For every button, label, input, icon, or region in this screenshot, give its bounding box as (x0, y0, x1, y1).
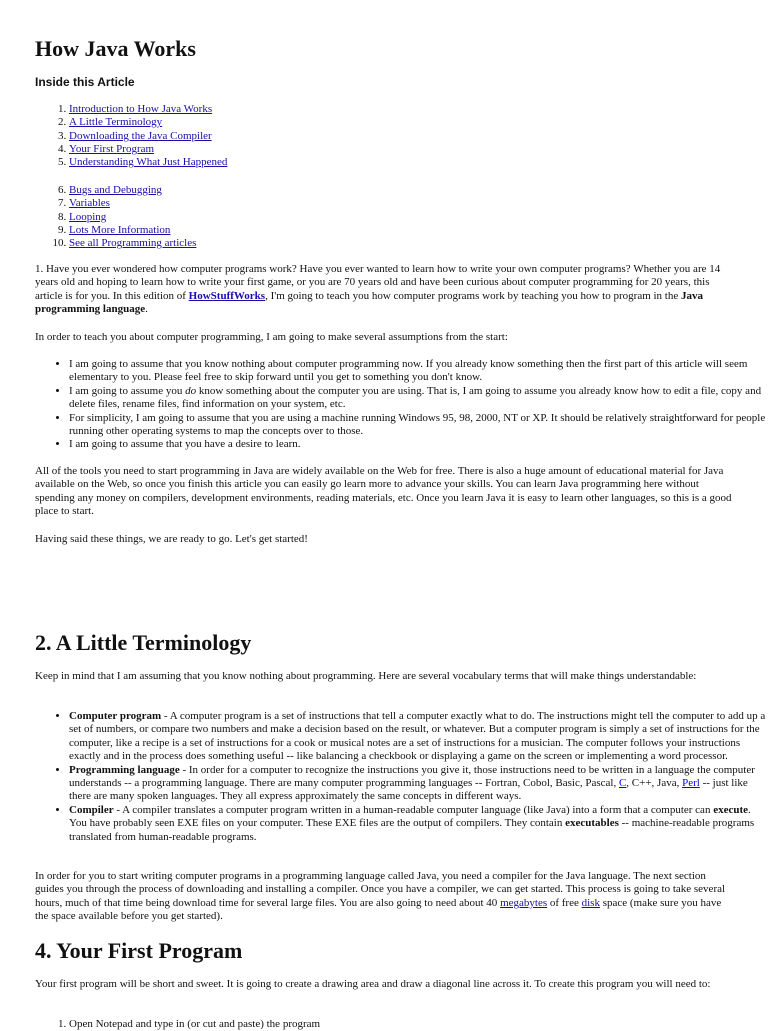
toc-item (69, 130, 227, 143)
toc-link-terminology[interactable]: A Little Terminology (69, 116, 163, 129)
lets-get-started: Having said these things, we are ready to go. Let's get started! (35, 533, 308, 545)
bold-executables: executables (565, 817, 619, 830)
tools-paragraph: All of the tools you need to start programming in Java are widely available on the Web for free. There is also a huge amount of educational material for Java available on the Web, so once you finish this article you can easily go learn more to advance your skills. You can learn Java programming here without spending any money on compilers, development environments, reading materials, etc. Once you learn Java it is easy to learn other languages, so this is a good place to start. (35, 465, 732, 518)
perl-link[interactable]: Perl (682, 777, 700, 790)
paragraph-text: of free (547, 896, 582, 909)
terminology-list (35, 710, 768, 844)
terminology-intro: Keep in mind that I am assuming that you know nothing about programming. Here are several vocabulary terms that will make things understandable: (35, 670, 697, 682)
toc-link-looping[interactable]: Looping (69, 210, 107, 223)
toc-list-secondary (35, 184, 196, 250)
megabytes-link[interactable]: megabytes (500, 896, 548, 909)
inside-article-heading: Inside this Article (35, 75, 135, 89)
intro-text: 1. Have you ever wondered how computer programs work? Have you ever wanted to learn how to write your own computer programs? Whether you are 14 years old and hoping to learn how to write your first game, or you are 70 years old and have been curious about computer programming for 20 years, this article is for you. In this edition of (35, 263, 721, 302)
list-text: I am going to assume you (69, 384, 186, 397)
list-item: • I am going to assume that you know nothing about computer programming now. If you already know something then the first part of this article will seem elementary to you. Please feel free to skip forward until you get to something you don't know. (69, 358, 768, 385)
assumptions-list (35, 358, 768, 452)
section-2-heading: 2. A Little Terminology (35, 630, 252, 655)
term-compiler: Compiler (69, 803, 114, 816)
toc-link-all-articles[interactable]: See all Programming articles (69, 237, 197, 250)
list-item: 1. Open Notepad and type in (or cut and paste) the program (69, 1018, 320, 1031)
howstuffworks-link[interactable]: HowStuffWorks (188, 289, 266, 302)
list-item (69, 710, 768, 764)
toc-item (69, 197, 196, 210)
toc-link-variables[interactable]: Variables (69, 197, 110, 210)
list-item: • I am going to assume that you have a desire to learn. (69, 438, 768, 451)
intro-text: . (145, 303, 148, 316)
term-definition: -- just like there are many spoken languages. They all express approximately the same concepts in different ways. (69, 777, 748, 803)
paragraph-text: space (make sure you have the space available before you get started). (35, 896, 722, 923)
toc-link-understanding[interactable]: Understanding What Just Happened (69, 156, 228, 169)
intro-text: , I'm going to teach you how computer programs work by teaching you how to program in the (265, 289, 681, 302)
disk-link[interactable]: disk (581, 896, 600, 909)
toc-item (69, 224, 196, 237)
term-definition: . You have probably seen EXE files on your computer. These EXE files are the output of compilers. They contain (69, 803, 751, 830)
list-item (69, 764, 768, 804)
c-language-link[interactable]: C (618, 777, 627, 790)
section-4-heading: 4. Your First Program (35, 938, 243, 963)
list-item (69, 385, 768, 412)
page-title: How Java Works (35, 36, 196, 61)
toc-item (69, 211, 196, 224)
term-definition: , C++, Java, (626, 777, 683, 790)
toc-link-bugs[interactable]: Bugs and Debugging (69, 184, 162, 196)
term-definition: - A compiler translates a computer program written in a human-readable computer language (like Java) into a form that a computer can (113, 803, 714, 816)
toc-link-more-info[interactable]: Lots More Information (69, 223, 171, 236)
term-computer-program: Computer program (69, 710, 162, 722)
compiler-paragraph (35, 870, 735, 924)
toc-item (69, 103, 227, 116)
term-definition: - A computer program is a set of instructions that tell a computer exactly what to do. The instructions might tell the computer to add up a set of numbers, or compare two numbers and make a decision based on the result, or whatever. But a computer program is simply a set of instructions for the computer, like a recipe is a set of instructions for a cook or musical notes are a set of instructions for a musician. The computer follows your instructions exactly and in the process does something useful -- like balancing a checkbook or displaying a game on the screen or implementing a word processor. (69, 710, 766, 763)
list-text: know something about the computer you are using. That is, I am going to assume you already know how to edit a file, copy and delete files, rename files, find information on your system, etc. (69, 384, 762, 411)
list-item (69, 804, 768, 844)
toc-item (69, 184, 196, 197)
steps-list (35, 1018, 320, 1031)
bold-execute: execute (713, 803, 749, 816)
first-program-intro: Your first program will be short and sweet. It is going to create a drawing area and draw a diagonal line across it. To create this program you will need to: (35, 978, 711, 990)
toc-item (69, 116, 227, 129)
term-programming-language: Programming language (69, 763, 180, 776)
java-language-bold: Java programming language (35, 289, 703, 316)
list-item: • For simplicity, I am going to assume that you are using a machine running Windows 95, 98, 2000, NT or XP. It should be relatively straightforward for people running other operating systems to map the concepts over to those. (69, 412, 768, 439)
term-definition: - In order for a computer to recognize the instructions you give it, those instructions need to be written in a language the computer understands -- a programming language. There are many computer programming languages -- Fortran, Cobol, Basic, Pascal, (69, 763, 755, 790)
intro-paragraph-1 (35, 263, 735, 317)
toc-link-downloading[interactable]: Downloading the Java Compiler (69, 129, 212, 142)
toc-link-introduction[interactable]: Introduction to How Java Works (69, 103, 213, 115)
toc-item (69, 156, 227, 169)
paragraph-text: In order for you to start writing computer programs in a programming language called Java, you need a compiler for the Java language. The next section guides you through the process of downloading and installing a compiler. Once you have a compiler, we can get started. This process is going to take several hours, much of that time being download time for several large files. You are also going to need about 40 (35, 870, 726, 909)
toc-link-first-program[interactable]: Your First Program (69, 142, 155, 155)
toc-list-primary (35, 103, 227, 169)
toc-item (69, 143, 227, 156)
assumptions-intro: In order to teach you about computer programming, I am going to make several assumptions from the start: (35, 331, 508, 343)
emphasis-do: do (185, 384, 197, 397)
term-definition: -- machine-readable programs translated from human-readable programs. (69, 817, 755, 843)
toc-item (69, 237, 196, 250)
